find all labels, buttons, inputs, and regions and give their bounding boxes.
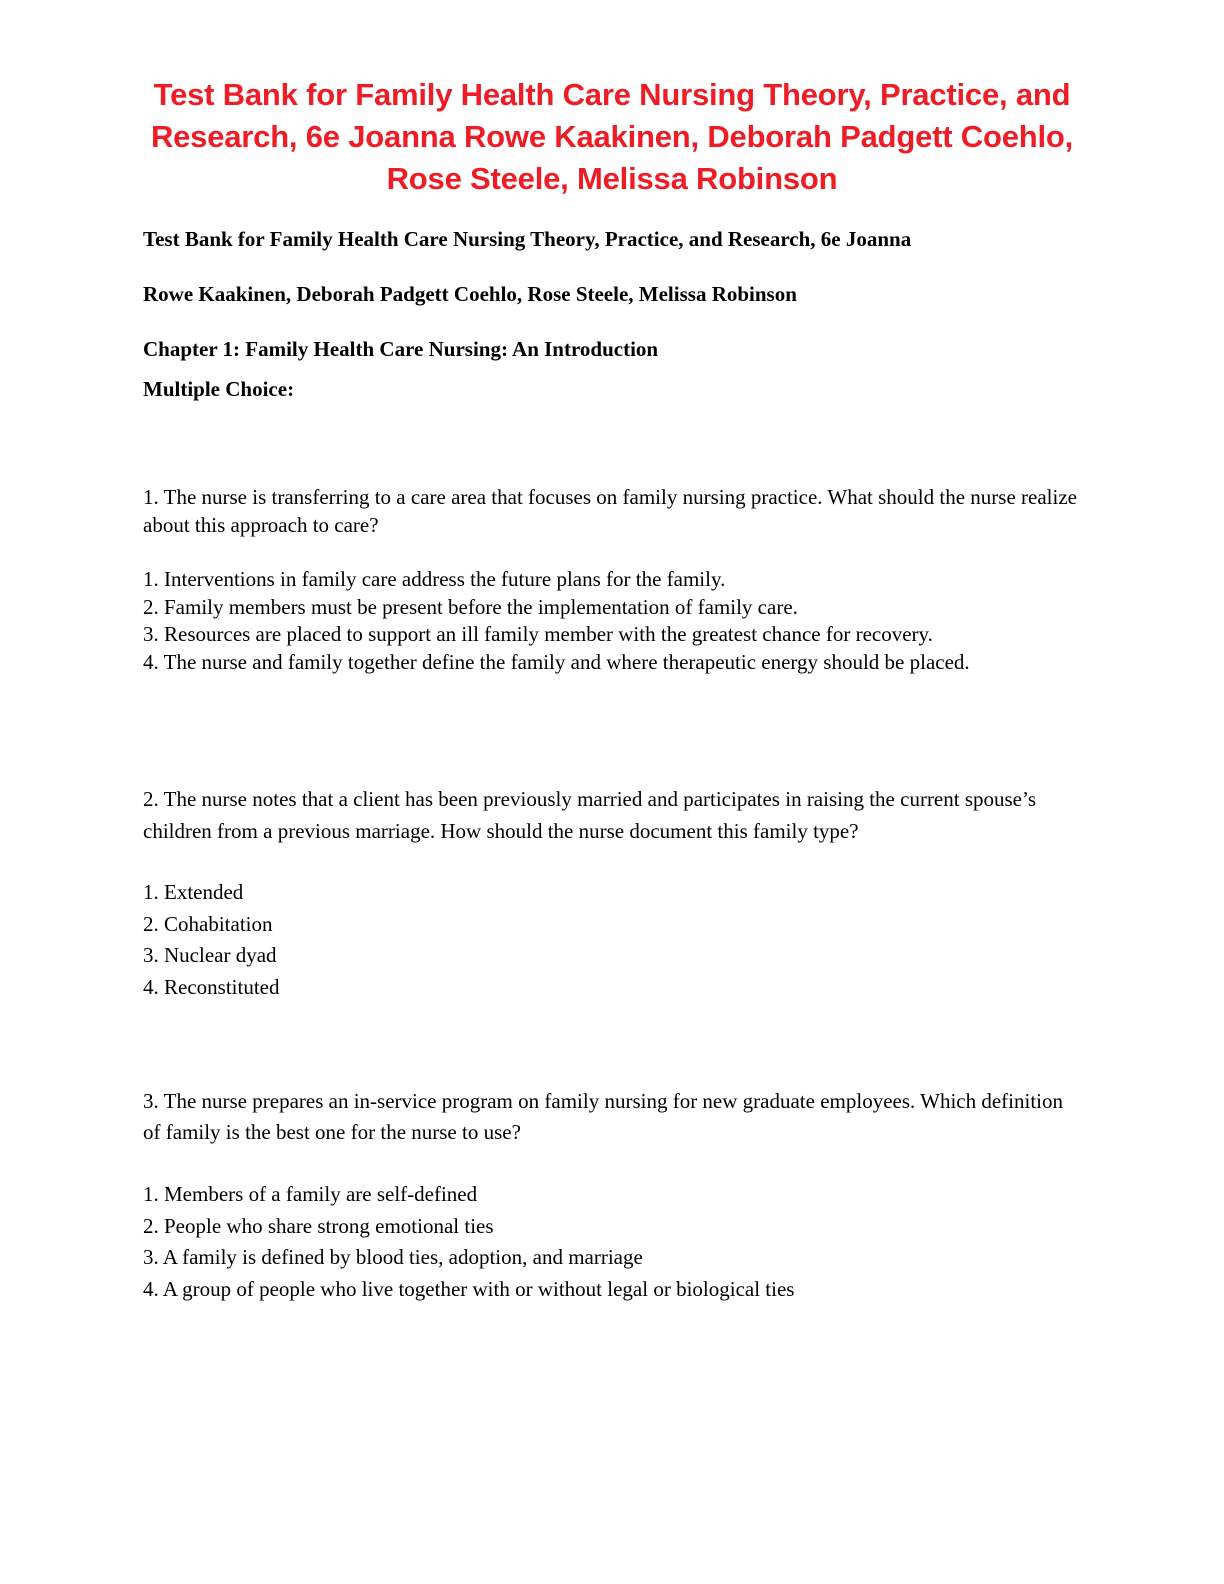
subtitle-line-2: Rowe Kaakinen, Deborah Padgett Coehlo, Rose Steele, Melissa Robinson bbox=[143, 282, 797, 306]
section-heading: Multiple Choice: bbox=[143, 377, 295, 401]
question-3-option-4: 4. A group of people who live together with or without legal or biological ties bbox=[143, 1276, 795, 1301]
question-2-options bbox=[143, 877, 1083, 1003]
question-3-option-1: 1. Members of a family are self-defined bbox=[143, 1182, 478, 1206]
question-2-option-3: 3. Nuclear dyad bbox=[143, 943, 277, 967]
question-3-option-2: 2. People who share strong emotional ties bbox=[143, 1213, 494, 1238]
chapter-heading: Chapter 1: Family Health Care Nursing: An Introduction bbox=[143, 337, 659, 361]
document-title: Test Bank for Family Health Care Nursing Theory, Practice, and Research, 6e Joanna Rowe Kaakinen, Deborah Padgett Coehlo, Rose Steele, Melissa Robinson bbox=[150, 77, 1074, 196]
question-1-option-2: 2. Family members must be present before the implementation of family care. bbox=[143, 594, 798, 619]
question-3-options bbox=[143, 1179, 1083, 1305]
question-3-option-3: 3. A family is defined by blood ties, adoption, and marriage bbox=[143, 1245, 643, 1269]
question-2-option-4: 4. Reconstituted bbox=[143, 974, 280, 999]
subtitle-line-1: Test Bank for Family Health Care Nursing Theory, Practice, and Research, 6e Joanna bbox=[143, 227, 912, 251]
question-2-option-1: 1. Extended bbox=[143, 880, 244, 904]
question-2-stem: 2. The nurse notes that a client has been previously married and participates in raising the current spouse’s children from a previous marriage. How should the nurse document this family type? bbox=[143, 787, 1037, 843]
question-1-option-4: 4. The nurse and family together define the family and where therapeutic energy should be placed. bbox=[143, 649, 970, 674]
question-1-options bbox=[143, 566, 1083, 676]
question-1-stem: 1. The nurse is transferring to a care area that focuses on family nursing practice. What should the nurse realize about this approach to care? bbox=[143, 485, 1077, 537]
question-2-option-2: 2. Cohabitation bbox=[143, 911, 273, 936]
question-1-option-1: 1. Interventions in family care address the future plans for the family. bbox=[143, 567, 726, 591]
question-1-option-3: 3. Resources are placed to support an ill family member with the greatest chance for recovery. bbox=[143, 622, 933, 646]
question-3-stem: 3. The nurse prepares an in-service program on family nursing for new graduate employees. Which definition of family is the best one for the nurse to use? bbox=[143, 1089, 1064, 1144]
